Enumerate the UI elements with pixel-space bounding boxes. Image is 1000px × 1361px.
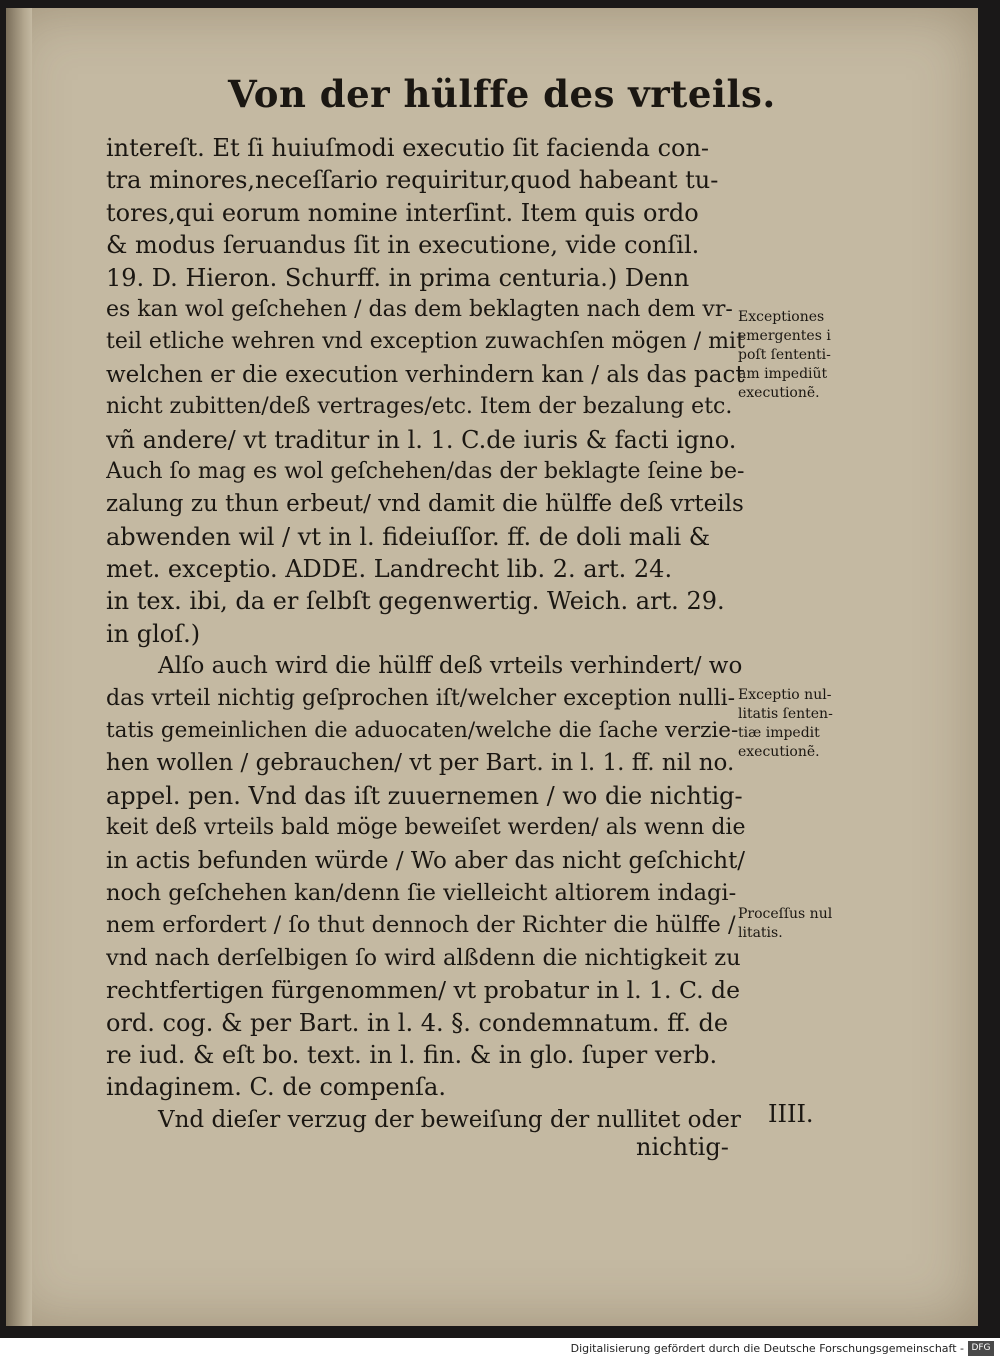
- body-line: ord. cog. & per Bart. in l. 4. §. condemnatum. ff. de: [106, 1008, 729, 1037]
- gloss-line: tiæ impedit: [738, 725, 820, 741]
- body-line: re iud. & eſt bo. text. in l. fin. & in glo. ſuper verb.: [106, 1040, 718, 1069]
- body-line: Auch ſo mag es wol geſchehen/das der beklagte ſeine be-: [106, 458, 745, 484]
- dfg-logo: DFG: [968, 1341, 994, 1356]
- body-line: abwenden wil / vt in l. fideiuſſor. ff. de doli mali &: [106, 522, 711, 551]
- body-line: zalung zu thun erbeut/ vnd damit die hülffe deß vrteils: [106, 491, 744, 518]
- body-text: [106, 132, 746, 1136]
- body-line: in tex. ibi, da er ſelbſt gegenwertig. Weich. art. 29.: [106, 587, 725, 616]
- body-line: es kan wol geſchehen / das dem beklagten nach dem vr-: [106, 296, 733, 322]
- signature-mark: IIII.: [768, 1100, 814, 1128]
- gloss-line: litatis.: [738, 925, 783, 941]
- body-line: in actis befunden würde / Wo aber das nicht geſchicht/: [106, 847, 746, 874]
- body-line: nicht zubitten/deß vertrages/etc. Item der bezalung etc.: [106, 394, 733, 420]
- body-line: in gloſ.): [106, 619, 201, 648]
- gloss-line: poſt ſententi-: [738, 347, 831, 363]
- marginal-gloss-processus: [738, 905, 870, 943]
- body-line: teil etliche wehren vnd exception zuwachſen mögen / mit: [106, 329, 745, 355]
- body-line: 19. D. Hieron. Schurff. in prima centuria.) Denn: [106, 263, 690, 292]
- body-line: intereſt. Et ſi huiuſmodi executio ſit facienda con-: [106, 134, 710, 162]
- body-line: tra minores,neceſſario requiritur,quod habeant tu-: [106, 166, 719, 195]
- page-spine-shadow: [6, 8, 32, 1326]
- gloss-line: Proceſſus nul: [738, 906, 833, 922]
- body-line: welchen er die execution verhindern kan / als das pact: [106, 361, 745, 388]
- body-line: Alſo auch wird die hülff deß vrteils verhindert/ wo: [158, 653, 743, 680]
- gloss-line: executionẽ.: [738, 744, 820, 760]
- marginal-gloss-exceptiones: [738, 308, 870, 403]
- body-line: das vrteil nichtig geſprochen iſt/welcher exception nulli-: [106, 685, 736, 711]
- body-line: keit deß vrteils bald möge beweiſet werden/ als wenn die: [106, 815, 746, 841]
- catchword: nichtig-: [636, 1133, 729, 1161]
- body-line: indaginem. C. de compenſa.: [106, 1073, 446, 1102]
- gloss-line: am impediũt: [738, 366, 828, 382]
- footer-credit: Digitalisierung gefördert durch die Deutsche Forschungsgemeinschaft -: [570, 1342, 964, 1355]
- gloss-line: litatis ſenten-: [738, 706, 833, 722]
- body-line: Vnd dieſer verzug der beweiſung der nullitet oder: [158, 1106, 741, 1133]
- body-line: nem erfordert / ſo thut dennoch der Richter die hülffe /: [106, 912, 736, 939]
- gloss-line: Exceptiones: [738, 309, 825, 325]
- body-line: vnd nach derſelbigen ſo wird alßdenn die nichtigkeit zu: [106, 944, 741, 971]
- gloss-line: Exceptio nul-: [738, 687, 832, 703]
- body-line: & modus ſeruandus ſit in executione, vide conſil.: [106, 231, 700, 260]
- body-line: noch geſchehen kan/denn ſie vielleicht altiorem indagi-: [106, 879, 737, 906]
- body-line: hen wollen / gebrauchen/ vt per Bart. in l. 1. ff. nil no.: [106, 750, 735, 777]
- footer-bar: [0, 1338, 1000, 1361]
- body-line: tores,qui eorum nomine interſint. Item quis ordo: [106, 198, 699, 227]
- body-line: met. exceptio. ADDE. Landrecht lib. 2. art. 24.: [106, 555, 673, 584]
- gloss-line: executionẽ.: [738, 385, 820, 401]
- body-line: appel. pen. Vnd das iſt zuuernemen / wo die nichtig-: [106, 781, 743, 810]
- body-line: rechtfertigen fürgenommen/ vt probatur in l. 1. C. de: [106, 976, 740, 1005]
- marginal-gloss-exceptio-nullitatis: [738, 686, 870, 762]
- body-line: tatis gemeinlichen die aduocaten/welche die ſache verzie-: [106, 718, 739, 744]
- gloss-line: emergentes i: [738, 328, 831, 344]
- running-head: Von der hülffe des vrteils.: [228, 72, 776, 116]
- body-line: vñ andere/ vt traditur in l. 1. C.de iuris & facti igno.: [106, 425, 737, 454]
